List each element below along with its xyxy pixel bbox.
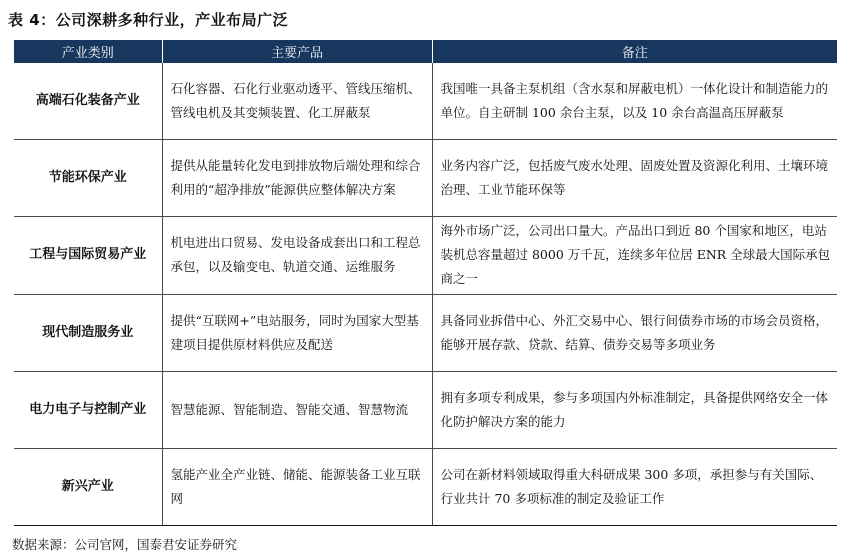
table-row [14, 63, 837, 139]
row-products: 提供“互联网+”电站服务，同时为国家大型基建项目提供原材料供应及配送 [162, 294, 432, 371]
row-notes: 海外市场广泛，公司出口量大。产品出口到近 80 个国家和地区，电站装机总容量超过 8000 万千瓦，连续多年位居 ENR 全球最大国际承包商之一 [432, 216, 837, 294]
source-note: 数据来源：公司官网，国泰君安证券研究 [12, 537, 238, 552]
row-products: 氢能产业全产业链、储能、能源装备工业互联网 [162, 448, 432, 525]
row-products: 提供从能量转化发电到排放物后端处理和综合利用的“超净排放”能源供应整体解决方案 [162, 139, 432, 216]
table-row [14, 139, 837, 216]
table-row [14, 371, 837, 448]
table-row [14, 216, 837, 294]
row-category: 高端石化装备产业 [14, 63, 162, 139]
row-notes: 拥有多项专利成果，参与多项国内外标准制定，具备提供网络安全一体化防护解决方案的能力 [432, 371, 837, 448]
header-category: 产业类别 [14, 40, 162, 63]
header-notes: 备注 [432, 40, 837, 63]
row-category: 新兴产业 [14, 448, 162, 525]
table-title: 表 4：公司深耕多种行业，产业布局广泛 [8, 11, 289, 29]
row-category: 现代制造服务业 [14, 294, 162, 371]
row-category: 工程与国际贸易产业 [14, 216, 162, 294]
industry-table [14, 40, 837, 526]
table-header-row [14, 40, 837, 63]
header-products: 主要产品 [162, 40, 432, 63]
row-products: 机电进出口贸易、发电设备成套出口和工程总承包，以及输变电、轨道交通、运维服务 [162, 216, 432, 294]
table-row [14, 448, 837, 525]
row-products: 石化容器、石化行业驱动透平、管线压缩机、管线电机及其变频装置、化工屏蔽泵 [162, 63, 432, 139]
row-category: 电力电子与控制产业 [14, 371, 162, 448]
row-notes: 业务内容广泛，包括废气废水处理、固废处置及资源化利用、土壤环境治理、工业节能环保等 [432, 139, 837, 216]
table-row [14, 294, 837, 371]
row-notes: 具备同业拆借中心、外汇交易中心、银行间债券市场的市场会员资格，能够开展存款、贷款、结算、债券交易等多项业务 [432, 294, 837, 371]
row-category: 节能环保产业 [14, 139, 162, 216]
row-notes: 我国唯一具备主泵机组（含水泵和屏蔽电机）一体化设计和制造能力的单位。自主研制 100 余台主泵，以及 10 余台高温高压屏蔽泵 [432, 63, 837, 139]
row-notes: 公司在新材料领域取得重大科研成果 300 多项，承担参与有关国际、行业共计 70 多项标准的制定及验证工作 [432, 448, 837, 525]
row-products: 智慧能源、智能制造、智能交通、智慧物流 [162, 371, 432, 448]
